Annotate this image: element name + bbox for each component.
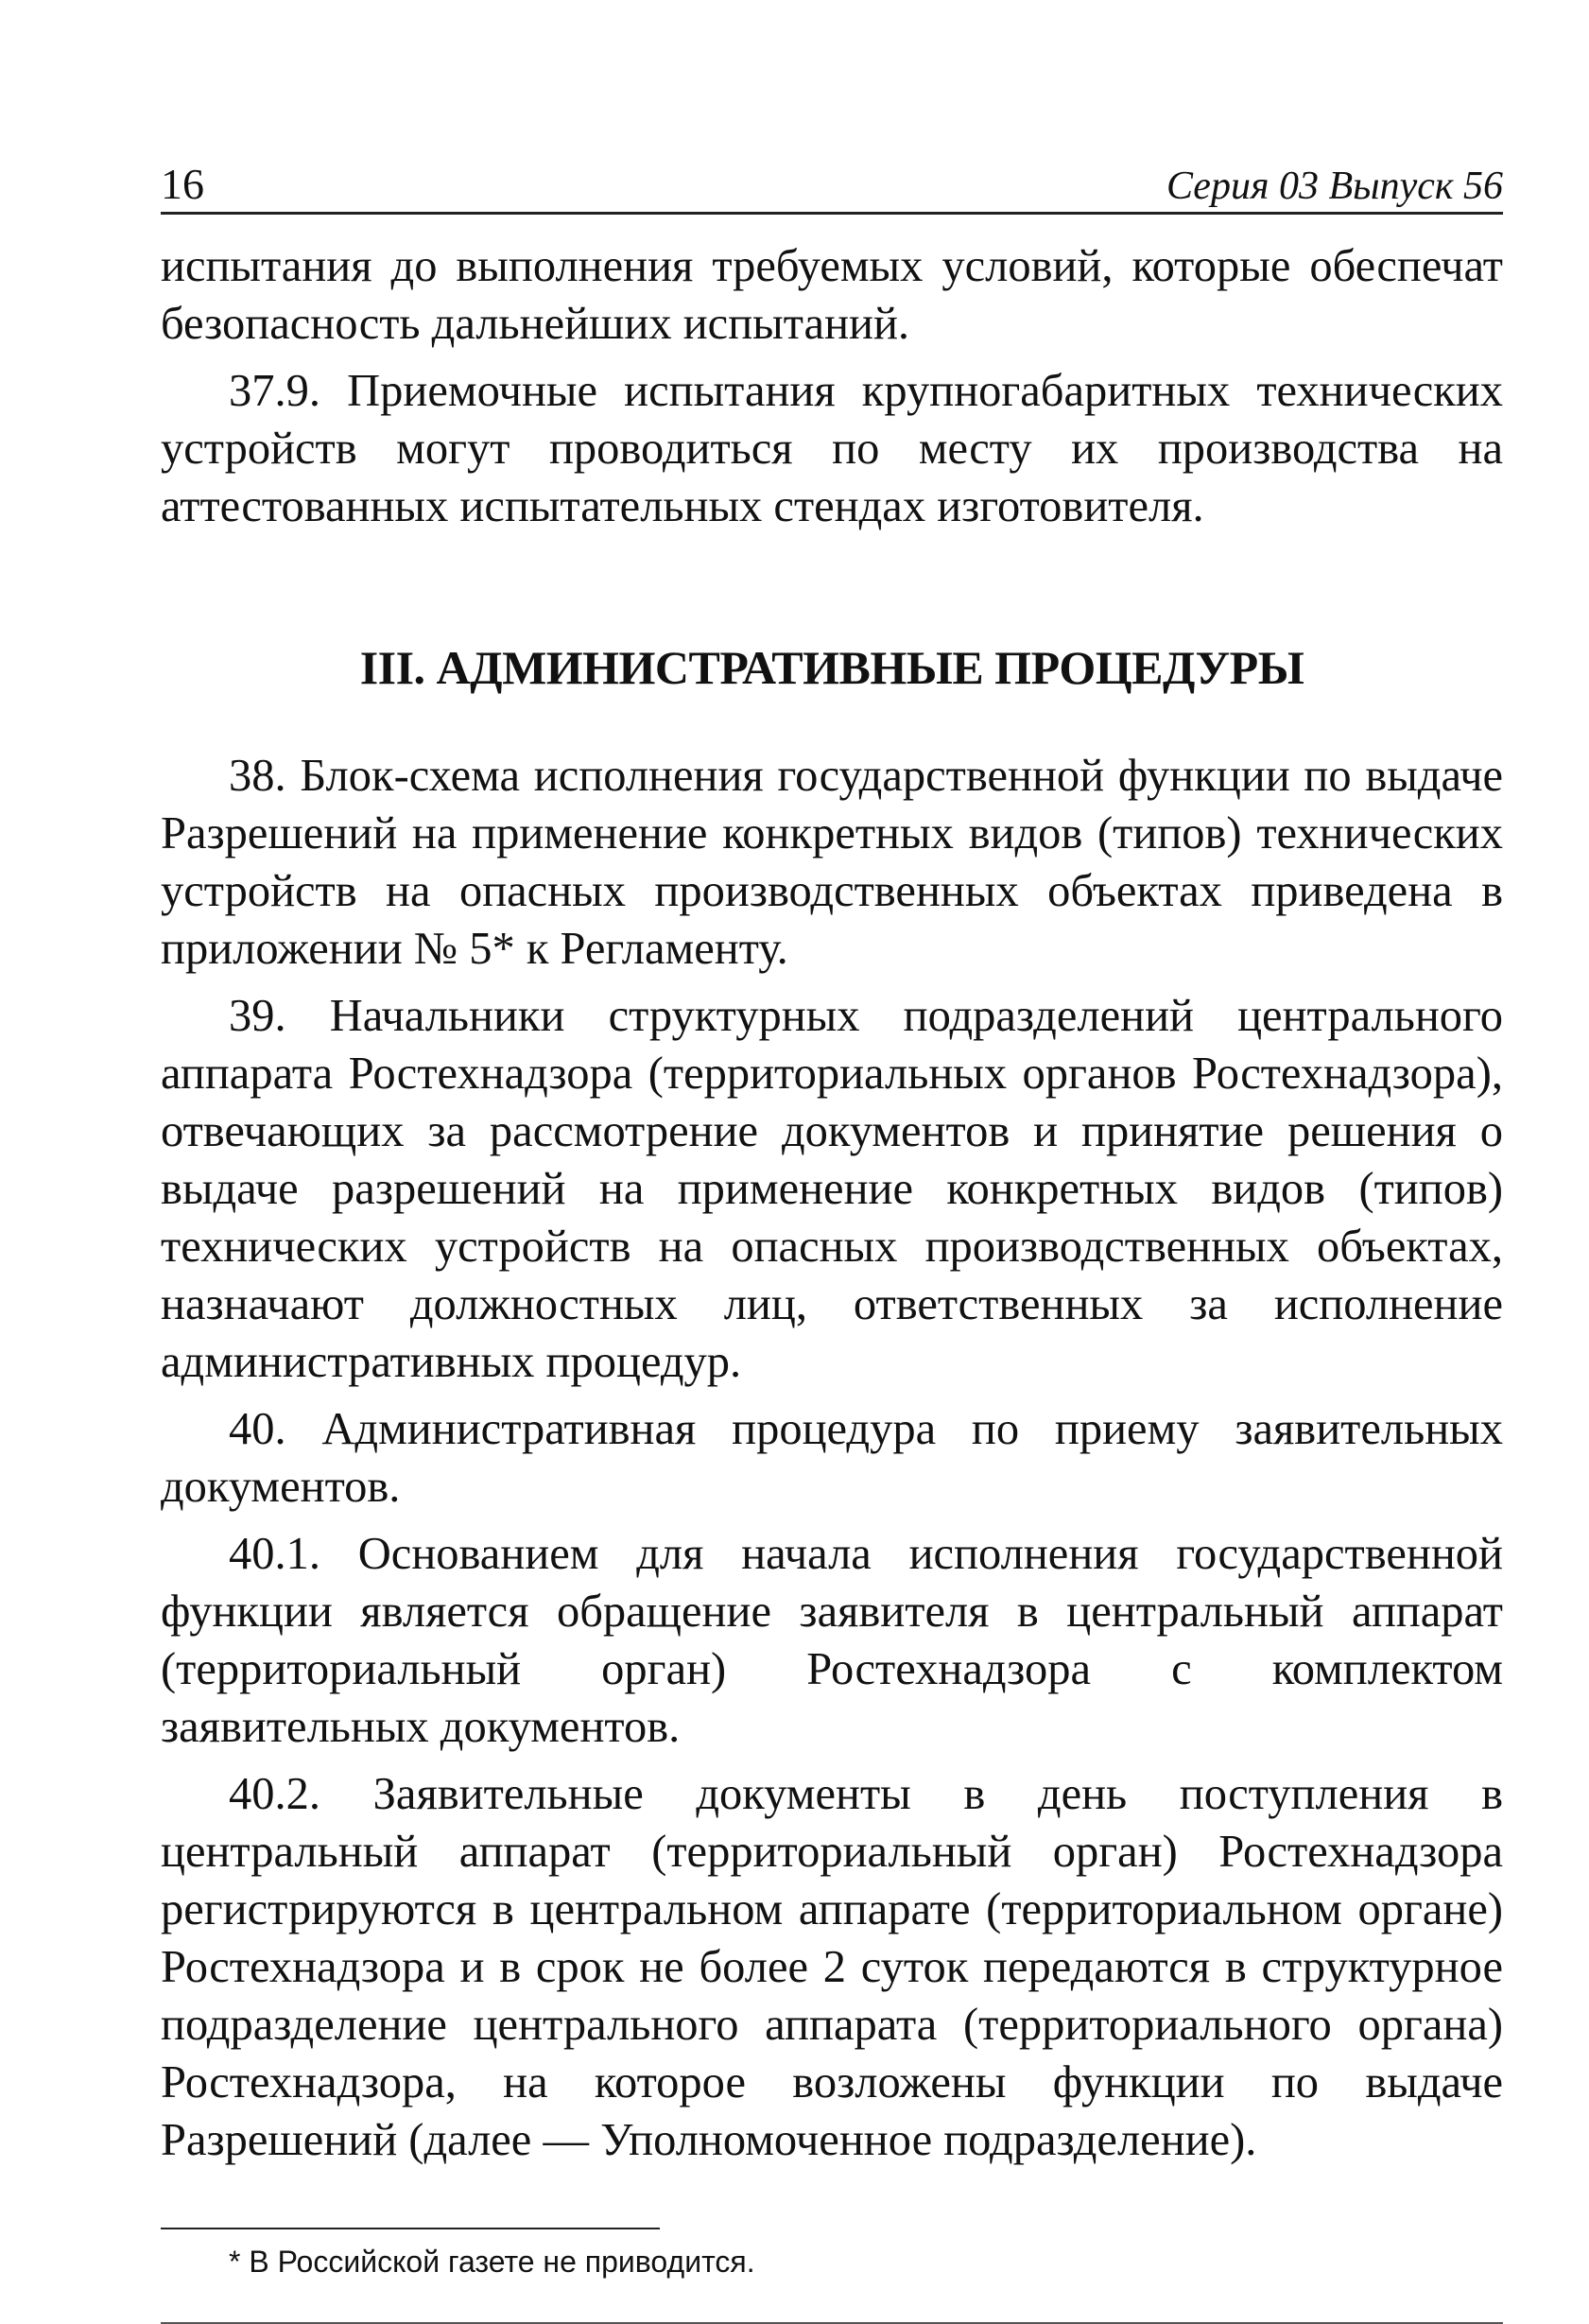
footnote: * В Российской газете не приводится. bbox=[229, 2245, 755, 2279]
page-header bbox=[161, 151, 1503, 215]
body-text bbox=[161, 237, 1503, 2169]
document-page bbox=[161, 151, 1503, 2324]
paragraph-40-2: 40.2. Заявительные документы в день поступления в центральный аппарат (территориальный орган) Ростехнадзора регистрируются в центральном аппарате (территориальном органе) Ростехнадзора и в срок не более 2 суток передаются в структурное подразделение центрального аппарата (территориального органа) Ростехнадзора, на которое возложены функции по выдаче Разрешений (далее — Уполномоченное подразделение). bbox=[161, 1769, 1503, 2165]
paragraph-40: 40. Административная процедура по приему заявительных документов. bbox=[161, 1404, 1503, 1512]
paragraph-continuation: испытания до выполнения требуемых условий, которые обеспечат безопасность дальнейших испытаний. bbox=[161, 241, 1503, 349]
page-number: 16 bbox=[161, 160, 204, 208]
paragraph-37-9: 37.9. Приемочные испытания крупногабаритных технических устройств могут проводиться по месту их производства на аттестованных испытательных стендах изготовителя. bbox=[161, 366, 1503, 531]
paragraph-39: 39. Начальники структурных подразделений центрального аппарата Ростехнадзора (территориальных органов Ростехнадзора), отвечающих за рассмотрение документов и принятие решения о выдаче разрешений на применение конкретных видов (типов) технических устройств на опасных производственных объектах, назначают должностных лиц, ответственных за исполнение административных процедур. bbox=[161, 991, 1503, 1387]
section-title: III. АДМИНИСТРАТИВНЫЕ ПРОЦЕДУРЫ bbox=[359, 641, 1304, 694]
series-issue-label: Серия 03 Выпуск 56 bbox=[1166, 165, 1503, 208]
footnote-divider bbox=[161, 2228, 660, 2229]
paragraph-38: 38. Блок-схема исполнения государственной функции по выдаче Разрешений на применение конкретных видов (типов) технических устройств на опасных производственных объектах приведена в приложении № 5* к Регламенту. bbox=[161, 751, 1503, 974]
paragraph-40-1: 40.1. Основанием для начала исполнения государственной функции является обращение заявителя в центральный аппарат (территориальный орган) Ростехнадзора с комплектом заявительных документов. bbox=[161, 1529, 1503, 1752]
